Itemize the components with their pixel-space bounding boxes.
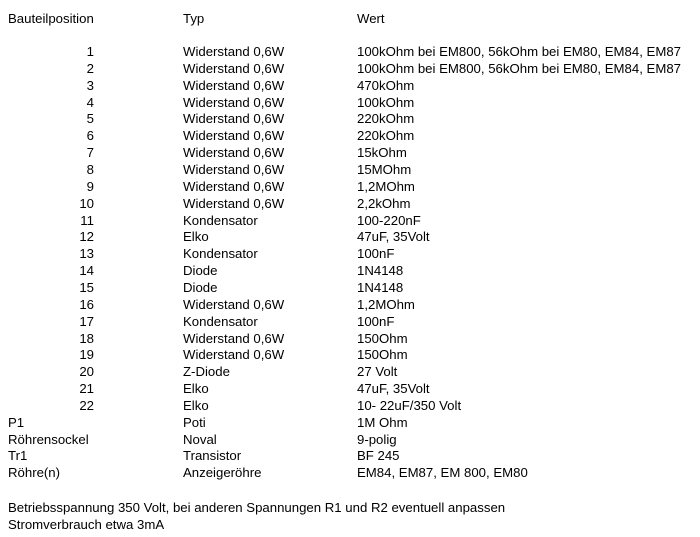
cell-typ: Noval [183,431,217,447]
cell-typ: Widerstand 0,6W [183,178,285,194]
table-row [0,195,700,212]
cell-typ: Poti [183,414,206,430]
table-row [0,94,700,111]
cell-wert: 100kOhm [357,94,415,110]
cell-wert: 470kOhm [357,77,415,93]
cell-typ: Widerstand 0,6W [183,111,285,127]
cell-wert: EM84, EM87, EM 800, EM80 [357,465,528,481]
cell-position: Röhre(n) [8,465,61,481]
cell-position: 11 [80,212,94,228]
header-position: Bauteilposition [8,11,94,26]
cell-typ: Anzeigeröhre [183,465,262,481]
cell-typ: Kondensator [183,212,258,228]
cell-wert: 1N4148 [357,263,404,279]
cell-position: P1 [8,414,25,430]
cell-typ: Z-Diode [183,364,230,380]
cell-wert: 100nF [357,246,395,262]
header-typ: Typ [183,11,205,26]
cell-position: 3 [86,77,94,93]
table-row [0,414,700,431]
cell-position: 10 [79,195,94,211]
cell-position: 9 [86,178,94,194]
cell-position: 20 [79,364,94,380]
cell-wert: 150Ohm [357,330,408,346]
cell-typ: Widerstand 0,6W [183,145,285,161]
table-row [0,144,700,161]
cell-position: 6 [86,128,94,144]
cell-wert: 100nF [357,313,395,329]
cell-wert: 47uF, 35Volt [357,229,430,245]
table-row [0,262,700,279]
cell-typ: Widerstand 0,6W [183,330,285,346]
cell-wert: 220kOhm [357,128,415,144]
table-row [0,212,700,229]
cell-position: 13 [79,246,94,262]
cell-typ: Widerstand 0,6W [183,128,285,144]
cell-position: 14 [79,263,94,279]
table-row [0,363,700,380]
table-row [0,127,700,144]
table-row [0,77,700,94]
cell-wert: 47uF, 35Volt [357,381,430,396]
table-row [0,313,700,330]
cell-typ: Widerstand 0,6W [183,77,285,93]
cell-position: 19 [79,347,94,363]
cell-wert: 1,2MOhm [357,296,415,312]
cell-wert: 27 Volt [357,364,398,380]
cell-position: Tr1 [8,448,28,464]
note-current-consumption: Stromverbrauch etwa 3mA [8,517,165,532]
table-row [0,245,700,262]
cell-typ: Kondensator [183,313,258,329]
cell-typ: Widerstand 0,6W [183,44,285,59]
cell-position: 7 [86,145,94,161]
cell-wert: 15kOhm [357,145,407,161]
table-row [0,464,700,481]
cell-wert: 10- 22uF/350 Volt [357,397,462,413]
cell-typ: Widerstand 0,6W [183,347,285,363]
table-row [0,161,700,178]
cell-position: 1 [86,44,94,59]
cell-wert: 1N4148 [357,279,404,295]
cell-wert: 2,2kOhm [357,195,411,211]
table-row [0,228,700,245]
cell-typ: Elko [183,397,209,413]
cell-typ: Widerstand 0,6W [183,296,285,312]
cell-typ: Diode [183,263,218,279]
cell-typ: Widerstand 0,6W [183,162,285,177]
cell-wert: BF 245 [357,448,400,464]
header-wert: Wert [357,11,385,26]
cell-position: 8 [86,162,94,177]
cell-position: Röhrensockel [8,431,89,447]
cell-wert: 150Ohm [357,347,408,363]
cell-typ: Transistor [183,448,242,464]
cell-typ: Widerstand 0,6W [183,195,285,211]
table-row [0,397,700,414]
cell-position: 22 [79,397,94,413]
cell-wert: 1,2MOhm [357,178,415,194]
table-row [0,346,700,363]
cell-wert: 9-polig [357,431,397,447]
cell-wert: 1M Ohm [357,414,408,430]
table-row [0,60,700,77]
cell-typ: Elko [183,229,209,245]
cell-position: 17 [79,313,94,329]
cell-position: 15 [79,279,94,295]
table-row [0,110,700,127]
cell-position: 5 [86,111,94,127]
cell-typ: Kondensator [183,246,258,262]
note-operating-voltage: Betriebsspannung 350 Volt, bei anderen Spannungen R1 und R2 eventuell anpassen [8,500,506,515]
cell-position: 2 [86,60,94,76]
table-row [0,178,700,195]
cell-position: 21 [79,381,94,396]
cell-wert: 100kOhm bei EM800, 56kOhm bei EM80, EM84, EM87 [357,44,681,59]
cell-position: 16 [79,296,94,312]
cell-typ: Diode [183,279,218,295]
table-row [0,43,700,60]
cell-typ: Widerstand 0,6W [183,60,285,76]
table-row [0,330,700,347]
cell-typ: Elko [183,381,209,396]
cell-position: 18 [79,330,94,346]
cell-wert: 15MOhm [357,162,412,177]
table-row [0,447,700,464]
cell-wert: 100kOhm bei EM800, 56kOhm bei EM80, EM84, EM87 [357,60,681,76]
cell-wert: 220kOhm [357,111,415,127]
table-row [0,380,700,397]
table-row [0,296,700,313]
cell-position: 12 [79,229,94,245]
cell-wert: 100-220nF [357,212,421,228]
cell-typ: Widerstand 0,6W [183,94,285,110]
cell-position: 4 [86,94,94,110]
table-row [0,279,700,296]
table-row [0,431,700,448]
